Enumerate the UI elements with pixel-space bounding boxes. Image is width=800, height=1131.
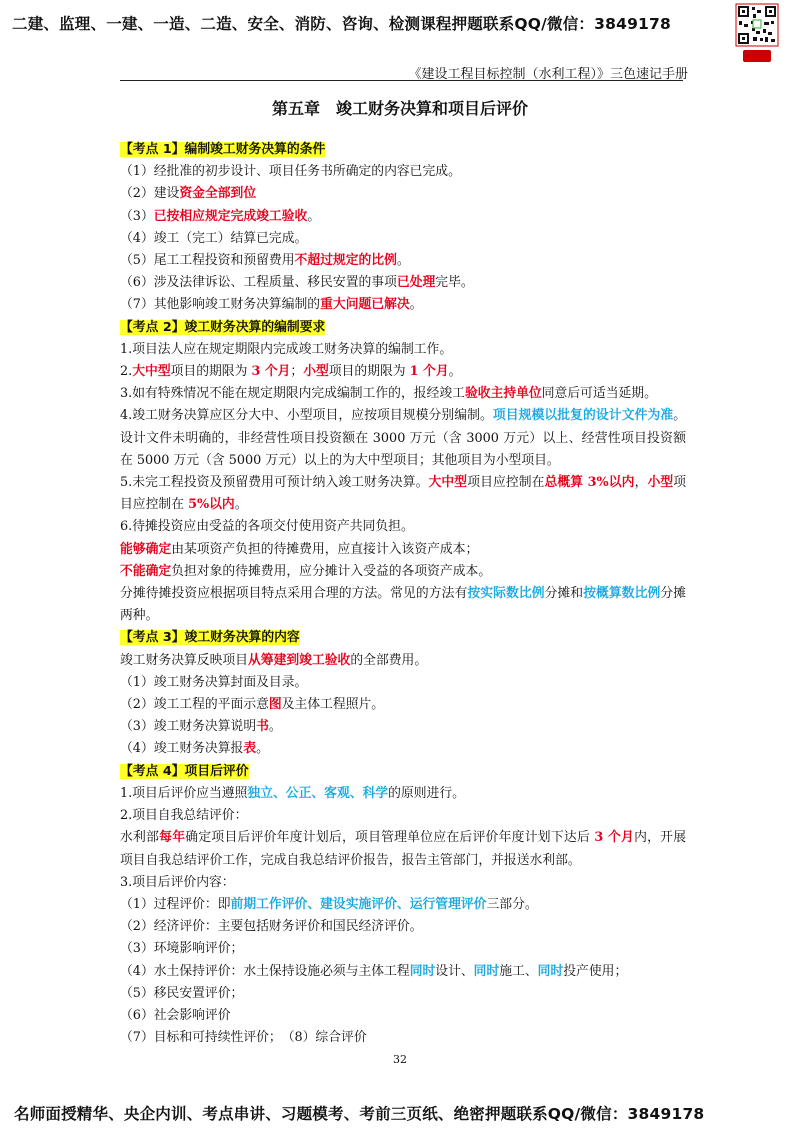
- paragraph: 1.项目后评价应当遵照独立、公正、客观、科学的原则进行。: [120, 785, 465, 801]
- paragraph: 能够确定由某项资产负担的待摊费用，应直接计入该资产成本；: [120, 541, 479, 557]
- list-item: （5）尾工工程投资和预留费用不超过规定的比例。: [120, 253, 410, 269]
- list-item: （2）建设资金全部到位: [120, 186, 257, 202]
- paragraph: 2.项目自我总结评价：: [120, 808, 248, 824]
- header-divider: [120, 80, 683, 81]
- section-1-heading: 【考点 1】编制竣工财务决算的条件: [120, 142, 326, 157]
- list-item: （5）移民安置评价；: [120, 985, 244, 1001]
- list-item: （3）环境影响评价；: [120, 941, 244, 957]
- running-title: 《建设工程目标控制（水利工程）》三色速记手册: [408, 67, 688, 82]
- paragraph: 1.项目法人应在规定期限内完成竣工财务决算的编制工作。: [120, 341, 453, 357]
- section-heading: [120, 317, 686, 339]
- paragraph: 6.待摊投资应由受益的各项交付使用资产共同负担。: [120, 519, 414, 535]
- list-item: （6）涉及法律诉讼、工程质量、移民安置的事项已处理完毕。: [120, 275, 474, 291]
- qr-code-icon[interactable]: [735, 2, 779, 68]
- list-item: （1）竣工财务决算封面及目录。: [120, 674, 308, 690]
- section-heading: [120, 627, 686, 649]
- top-banner: 二建、监理、一建、一造、二造、安全、消防、咨询、检测课程押题联系QQ/微信：3849178: [12, 15, 672, 33]
- list-item: （4）竣工财务决算报表。: [120, 741, 269, 757]
- page-number: 32: [393, 1053, 407, 1066]
- list-item: （1）经批准的初步设计、项目任务书所确定的内容已完成。: [120, 164, 461, 180]
- list-item: （7）其他影响竣工财务决算编制的重大问题已解决。: [120, 297, 423, 313]
- list-item: （4）水土保持评价：水土保持设施必须与主体工程同时设计、同时施工、同时投产使用；: [120, 963, 628, 979]
- list-item: （6）社会影响评价: [120, 1007, 231, 1023]
- paragraph: 2.大中型项目的期限为 3 个月；小型项目的期限为 1 个月。: [120, 364, 462, 380]
- list-item: （1）过程评价：即前期工作评价、建设实施评价、运行管理评价三部分。: [120, 896, 538, 912]
- section-heading: [120, 761, 686, 783]
- list-item: （2）经济评价：主要包括财务评价和国民经济评价。: [120, 919, 423, 935]
- content-body: [120, 139, 686, 1049]
- paragraph: 水利部每年确定项目后评价年度计划后，项目管理单位应在后评价年度计划下达后 3 个月内，开展项目自我总结评价工作，完成自我总结评价报告，报告主管部门，并报送水利部。: [120, 830, 687, 868]
- paragraph: 分摊待摊投资应根据项目特点采用合理的方法。常见的方法有按实际数比例分摊和按概算数比例分摊两种。: [120, 586, 687, 624]
- list-item: （3）竣工财务决算说明书。: [120, 719, 282, 735]
- section-2-heading: 【考点 2】竣工财务决算的编制要求: [120, 319, 326, 335]
- list-item: （4）竣工（完工）结算已完成。: [120, 230, 308, 246]
- paragraph: 不能确定负担对象的待摊费用，应分摊计入受益的各项资产成本。: [120, 563, 492, 579]
- paragraph: 竣工财务决算反映项目从筹建到竣工验收的全部费用。: [120, 652, 428, 668]
- section-3-heading: 【考点 3】竣工财务决算的内容: [120, 630, 300, 646]
- section-heading: [120, 139, 686, 161]
- paragraph: 5.未完工程投资及预留费用可预计纳入竣工财务决算。大中型项目应控制在总概算 3%以内，小型项目应控制在 5%以内。: [120, 475, 687, 513]
- chapter-title: 第五章 竣工财务决算和项目后评价: [271, 99, 528, 118]
- section-4-heading: 【考点 4】项目后评价: [120, 763, 249, 779]
- list-item: （2）竣工工程的平面示意图及主体工程照片。: [120, 697, 385, 713]
- bottom-banner: 名师面授精华、央企内训、考点串讲、习题模考、考前三页纸、绝密押题联系QQ/微信：3849178: [14, 1105, 705, 1123]
- paragraph: 4.竣工财务决算应区分大中、小型项目，应按项目规模分别编制。项目规模以批复的设计文件为准。设计文件未明确的，非经营性项目投资额在 3000 万元（含 3000 万元）以上、经营性项目投资额在 5000 万元（含 5000 万元）以上的为大中型项目；其他项目为小型项目。: [120, 408, 687, 468]
- paragraph: 3.项目后评价内容：: [120, 874, 235, 890]
- paragraph: 3.如有特殊情况不能在规定期限内完成编制工作的，报经竣工验收主持单位同意后可适当延期。: [120, 386, 657, 402]
- list-item: （7）目标和可持续性评价； （8）综合评价: [120, 1030, 367, 1046]
- list-item: （3）已按相应规定完成竣工验收。: [120, 208, 321, 224]
